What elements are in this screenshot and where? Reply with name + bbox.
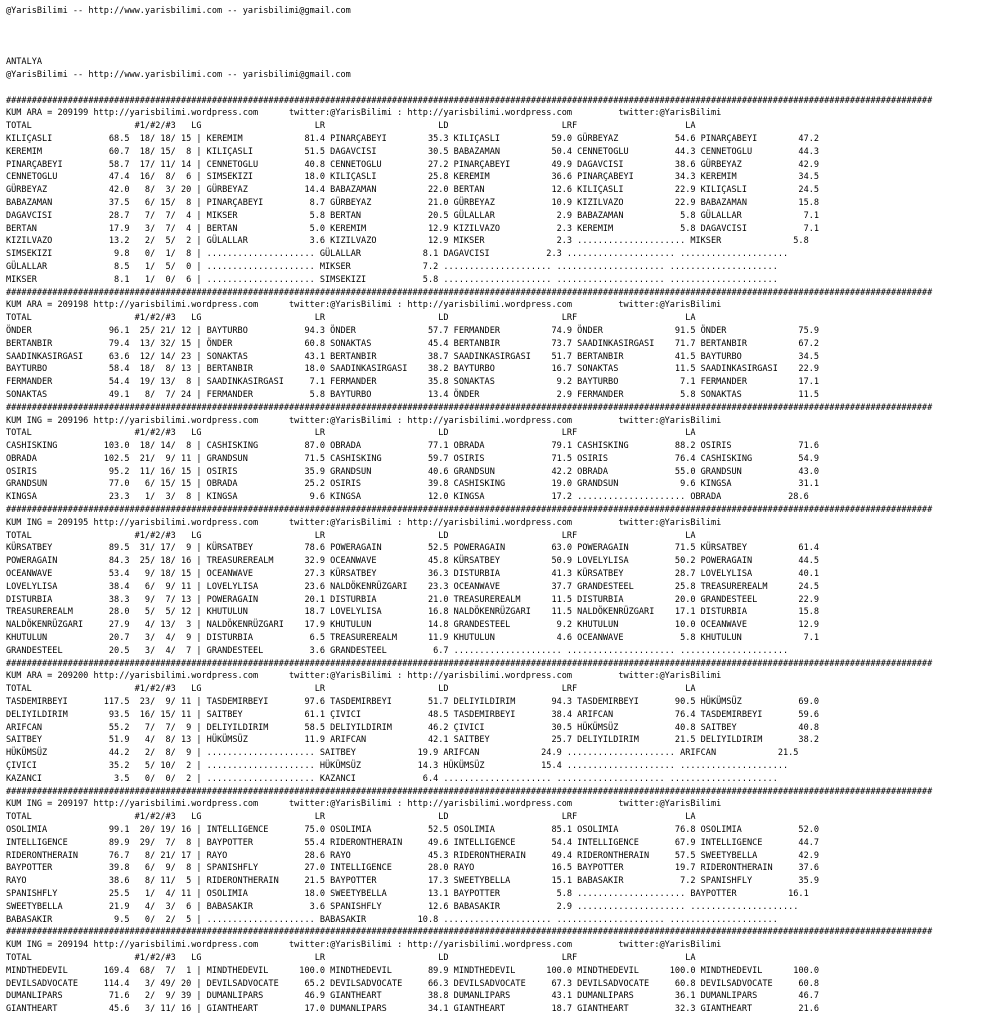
table-row: BAYPOTTER 39.8 6/ 9/ 8 | SPANISHFLY 27.0 INTELLIGENCE 28.0 RAYO 16.5 BAYPOTTER 19.7 RIDERONTHERAIN 37.6 xyxy=(6,863,820,874)
table-row: GÜRBEYAZ 42.0 8/ 3/ 20 | GÜRBEYAZ 14.4 BABAZAMAN 22.0 BERTAN 12.6 KILIÇASLI 22.9 KILIÇASLI 24.5 xyxy=(6,185,820,196)
table-row: SONAKTAS 49.1 8/ 7/ 24 | FERMANDER 5.8 BAYTURBO 13.4 ÖNDER 2.9 FERMANDER 5.8 SONAKTAS 11.5 xyxy=(6,389,820,400)
table-row: PINARÇABEYI 58.7 17/ 11/ 14 | CENNETOGLU 40.8 CENNETOGLU 27.2 PINARÇABEYI 49.9 DAGAVCISI 38.6 GÜRBEYAZ 42.9 xyxy=(6,159,820,170)
table-row: SPANISHFLY 25.5 1/ 4/ 11 | OSOLIMIA 18.0 SWEETYBELLA 13.1 BAYPOTTER 5.8 ..................... BAYPOTTER 16.1 xyxy=(6,888,809,899)
separator-line: #################################################################################################################################################################################### xyxy=(6,505,933,516)
column-header: TOTAL #1/#2/#3 LG LR LD LRF LA xyxy=(6,684,696,695)
table-row: BABAZAMAN 37.5 6/ 15/ 8 | PINARÇABEYI 8.7 GÜRBEYAZ 21.0 GÜRBEYAZ 10.9 KIZILVAZO 22.9 BABAZAMAN 15.8 xyxy=(6,197,820,208)
table-row: OBRADA 102.5 21/ 9/ 11 | GRANDSUN 71.5 CASHISKING 59.7 OSIRIS 71.5 OSIRIS 76.4 CASHISKING 54.9 xyxy=(6,453,820,464)
table-row: HÜKÜMSÜZ 44.2 2/ 8/ 9 | ..................... SAITBEY 19.9 ARIFCAN 24.9 ..................... ARIFCAN 21.5 xyxy=(6,748,799,759)
table-row: KEREMIM 60.7 18/ 15/ 8 | KILIÇASLI 51.5 DAGAVCISI 30.5 BABAZAMAN 50.4 CENNETOGLU 44.3 CENNETOGLU 44.3 xyxy=(6,146,820,157)
venue-title: ANTALYA xyxy=(6,57,43,68)
column-header: TOTAL #1/#2/#3 LG LR LD LRF LA xyxy=(6,313,696,324)
column-header: TOTAL #1/#2/#3 LG LR LD LRF LA xyxy=(6,952,696,963)
race-header: KUM ING = 209195 http://yarisbilimi.wordpress.com twitter:@YarisBilimi : http://yarisbilimi.wordpress.com twitter:@YarisBilimi xyxy=(6,517,722,528)
race-header: KUM ARA = 209200 http://yarisbilimi.wordpress.com twitter:@YarisBilimi : http://yarisbilimi.wordpress.com twitter:@YarisBilimi xyxy=(6,671,722,682)
table-row: INTELLIGENCE 89.9 29/ 7/ 8 | BAYPOTTER 55.4 RIDERONTHERAIN 49.6 INTELLIGENCE 54.4 INTELLIGENCE 67.9 INTELLIGENCE 44.7 xyxy=(6,837,820,848)
column-header: TOTAL #1/#2/#3 LG LR LD LRF LA xyxy=(6,428,696,439)
table-row: DEVILSADVOCATE 114.4 3/ 49/ 20 | DEVILSADVOCATE 65.2 DEVILSADVOCATE 66.3 DEVILSADVOCATE 67.3 DEVILSADVOCATE 60.8 DEVILSADVOCATE 60.8 xyxy=(6,978,820,989)
table-row: TREASUREREALM 28.0 5/ 5/ 12 | KHUTULUN 18.7 LOVELYLISA 16.8 NALDÖKENRÜZGARI 11.5 NALDÖKENRÜZGARI 17.1 DISTURBIA 15.8 xyxy=(6,607,820,618)
table-row: SAITBEY 51.9 4/ 8/ 13 | HÜKÜMSÜZ 11.9 ARIFCAN 42.1 SAITBEY 25.7 DELIYILDIRIM 21.5 DELIYILDIRIM 38.2 xyxy=(6,735,820,746)
table-row: OSIRIS 95.2 11/ 16/ 15 | OSIRIS 35.9 GRANDSUN 40.6 GRANDSUN 42.2 OBRADA 55.0 GRANDSUN 43.0 xyxy=(6,466,820,477)
blank-line xyxy=(6,18,983,31)
table-row: LOVELYLISA 38.4 6/ 9/ 11 | LOVELYLISA 23.6 NALDÖKENRÜZGARI 23.3 OCEANWAVE 37.7 GRANDESTEEL 25.8 TREASUREREALM 24.5 xyxy=(6,581,820,592)
table-row: DUMANLIPARS 71.6 2/ 9/ 39 | DUMANLIPARS 46.9 GIANTHEART 38.8 DUMANLIPARS 43.1 DUMANLIPARS 36.1 DUMANLIPARS 46.7 xyxy=(6,991,820,1002)
table-row: TASDEMIRBEYI 117.5 23/ 9/ 11 | TASDEMIRBEYI 97.6 TASDEMIRBEYI 51.7 DELIYILDIRIM 94.3 TASDEMIRBEYI 90.5 HÜKÜMSÜZ 69.0 xyxy=(6,697,820,708)
table-row: KILIÇASLI 68.5 18/ 18/ 15 | KEREMIM 81.4 PINARÇABEYI 35.3 KILIÇASLI 59.0 GÜRBEYAZ 54.6 PINARÇABEYI 47.2 xyxy=(6,133,820,144)
table-row: BERTANBIR 79.4 13/ 32/ 15 | ÖNDER 60.8 SONAKTAS 45.4 BERTANBIR 73.7 SAADINKASIRGASI 71.7 BERTANBIR 67.2 xyxy=(6,338,820,349)
separator-line: #################################################################################################################################################################################### xyxy=(6,95,933,106)
race-header: KUM ARA = 209199 http://yarisbilimi.wordpress.com twitter:@YarisBilimi : http://yarisbilimi.wordpress.com twitter:@YarisBilimi xyxy=(6,108,722,119)
separator-line: #################################################################################################################################################################################### xyxy=(6,658,933,669)
table-row: GÜLALLAR 8.5 1/ 5/ 0 | ..................... MIKSER 7.2 ..................... ..................... ..................... xyxy=(6,261,778,272)
table-row: GRANDSUN 77.0 6/ 15/ 15 | OBRADA 25.2 OSIRIS 39.8 CASHISKING 19.0 GRANDSUN 9.6 KINGSA 31.1 xyxy=(6,479,820,490)
race-header: KUM ING = 209194 http://yarisbilimi.wordpress.com twitter:@YarisBilimi : http://yarisbilimi.wordpress.com twitter:@YarisBilimi xyxy=(6,940,722,951)
race-header: KUM ARA = 209198 http://yarisbilimi.wordpress.com twitter:@YarisBilimi : http://yarisbilimi.wordpress.com twitter:@YarisBilimi xyxy=(6,300,722,311)
table-row: ÖNDER 96.1 25/ 21/ 12 | BAYTURBO 94.3 ÖNDER 57.7 FERMANDER 74.9 ÖNDER 91.5 ÖNDER 75.9 xyxy=(6,325,820,336)
separator-line: #################################################################################################################################################################################### xyxy=(6,287,933,298)
table-row: KÜRSATBEY 89.5 31/ 17/ 9 | KÜRSATBEY 78.6 POWERAGAIN 52.5 POWERAGAIN 63.0 POWERAGAIN 71.5 KÜRSATBEY 61.4 xyxy=(6,543,820,554)
table-row: MIKSER 8.1 1/ 0/ 6 | ..................... SIMSEKIZI 5.8 ..................... ..................... ..................... xyxy=(6,274,778,285)
site-banner: @YarisBilimi -- http://www.yarisbilimi.com -- yarisbilimi@gmail.com xyxy=(6,69,351,80)
table-row: CASHISKING 103.0 18/ 14/ 8 | CASHISKING 87.0 OBRADA 77.1 OBRADA 79.1 CASHISKING 88.2 OSIRIS 71.6 xyxy=(6,441,820,452)
column-header: TOTAL #1/#2/#3 LG LR LD LRF LA xyxy=(6,812,696,823)
table-row: KINGSA 23.3 1/ 3/ 8 | KINGSA 9.6 KINGSA 12.0 KINGSA 17.2 ..................... OBRADA 28.6 xyxy=(6,492,809,503)
table-row: CENNETOGLU 47.4 16/ 8/ 6 | SIMSEKIZI 18.0 KILIÇASLI 25.8 KEREMIM 36.6 PINARÇABEYI 34.3 KEREMIM 34.5 xyxy=(6,172,820,183)
race-header: KUM ING = 209196 http://yarisbilimi.wordpress.com twitter:@YarisBilimi : http://yarisbilimi.wordpress.com twitter:@YarisBilimi xyxy=(6,415,722,426)
blank-line xyxy=(6,31,983,44)
table-row: RIDERONTHERAIN 76.7 8/ 21/ 17 | RAYO 28.6 RAYO 45.3 RIDERONTHERAIN 49.4 RIDERONTHERAIN 57.5 SWEETYBELLA 42.9 xyxy=(6,850,820,861)
table-row: GRANDESTEEL 20.5 3/ 4/ 7 | GRANDESTEEL 3.6 GRANDESTEEL 6.7 ..................... ..................... ..................... xyxy=(6,645,789,656)
table-row: DAGAVCISI 28.7 7/ 7/ 4 | MIKSER 5.8 BERTAN 20.5 GÜLALLAR 2.9 BABAZAMAN 5.8 GÜLALLAR 7.1 xyxy=(6,210,820,221)
table-row: MINDTHEDEVIL 169.4 68/ 7/ 1 | MINDTHEDEVIL 100.0 MINDTHEDEVIL 89.9 MINDTHEDEVIL 100.0 MINDTHEDEVIL 100.0 MINDTHEDEVIL 100.0 xyxy=(6,965,820,976)
table-row: KIZILVAZO 13.2 2/ 5/ 2 | GÜLALLAR 3.6 KIZILVAZO 12.9 MIKSER 2.3 ..................... MIKSER 5.8 xyxy=(6,236,809,247)
table-row: DELIYILDIRIM 93.5 16/ 15/ 11 | SAITBEY 61.1 ÇIVICI 48.5 TASDEMIRBEYI 38.4 ARIFCAN 76.4 TASDEMIRBEYI 59.6 xyxy=(6,709,820,720)
race-header: KUM ING = 209197 http://yarisbilimi.wordpress.com twitter:@YarisBilimi : http://yarisbilimi.wordpress.com twitter:@YarisBilimi xyxy=(6,799,722,810)
table-row: SIMSEKIZI 9.8 0/ 1/ 8 | ..................... GÜLALLAR 8.1 DAGAVCISI 2.3 ..................... ..................... xyxy=(6,249,789,260)
table-row: KHUTULUN 20.7 3/ 4/ 9 | DISTURBIA 6.5 TREASUREREALM 11.9 KHUTULUN 4.6 OCEANWAVE 5.8 KHUTULUN 7.1 xyxy=(6,633,820,644)
table-row: SWEETYBELLA 21.9 4/ 3/ 6 | BABASAKIR 3.6 SPANISHFLY 12.6 BABASAKIR 2.9 ..................... ..................... xyxy=(6,901,799,912)
table-row: FERMANDER 54.4 19/ 13/ 8 | SAADINKASIRGASI 7.1 FERMANDER 35.8 SONAKTAS 9.2 BAYTURBO 7.1 FERMANDER 17.1 xyxy=(6,377,820,388)
table-row: SAADINKASIRGASI 63.6 12/ 14/ 23 | SONAKTAS 43.1 BERTANBIR 38.7 SAADINKASIRGASI 51.7 BERTANBIR 41.5 BAYTURBO 34.5 xyxy=(6,351,820,362)
table-row: OCEANWAVE 53.4 9/ 18/ 15 | OCEANWAVE 27.3 KÜRSATBEY 36.3 DISTURBIA 41.3 KÜRSATBEY 28.7 LOVELYLISA 40.1 xyxy=(6,569,820,580)
table-row: NALDÖKENRÜZGARI 27.9 4/ 13/ 3 | NALDÖKENRÜZGARI 17.9 KHUTULUN 14.8 GRANDESTEEL 9.2 KHUTULUN 10.0 OCEANWAVE 12.9 xyxy=(6,620,820,631)
column-header: TOTAL #1/#2/#3 LG LR LD LRF LA xyxy=(6,530,696,541)
table-row: BAYTURBO 58.4 18/ 8/ 13 | BERTANBIR 18.0 SAADINKASIRGASI 38.2 BAYTURBO 16.7 SONAKTAS 11.5 SAADINKASIRGASI 22.9 xyxy=(6,364,820,375)
table-row: DISTURBIA 38.3 9/ 7/ 13 | POWERAGAIN 20.1 DISTURBIA 21.0 TREASUREREALM 11.5 DISTURBIA 20.0 GRANDESTEEL 22.9 xyxy=(6,594,820,605)
table-row: BERTAN 17.9 3/ 7/ 4 | BERTAN 5.0 KEREMIM 12.9 KIZILVAZO 2.3 KEREMIM 5.8 DAGAVCISI 7.1 xyxy=(6,223,820,234)
table-row: OSOLIMIA 99.1 20/ 19/ 16 | INTELLIGENCE 75.0 OSOLIMIA 52.5 OSOLIMIA 85.1 OSOLIMIA 76.8 OSOLIMIA 52.0 xyxy=(6,825,820,835)
table-row: ARIFCAN 55.2 7/ 7/ 9 | DELIYILDIRIM 58.5 DELIYILDIRIM 46.2 ÇIVICI 30.5 HÜKÜMSÜZ 40.8 SAITBEY 40.8 xyxy=(6,722,820,733)
table-row: POWERAGAIN 84.3 25/ 18/ 16 | TREASUREREALM 32.9 OCEANWAVE 45.8 KÜRSATBEY 50.9 LOVELYLISA 50.2 POWERAGAIN 44.5 xyxy=(6,556,820,567)
column-header: TOTAL #1/#2/#3 LG LR LD LRF LA xyxy=(6,121,696,132)
blank-line xyxy=(6,82,983,95)
separator-line: #################################################################################################################################################################################### xyxy=(6,402,933,413)
separator-line: #################################################################################################################################################################################### xyxy=(6,786,933,797)
table-row: BABASAKIR 9.5 0/ 2/ 5 | ..................... BABASAKIR 10.8 ..................... ..................... ..................... xyxy=(6,914,778,925)
separator-line: #################################################################################################################################################################################### xyxy=(6,927,933,938)
table-row: ÇIVICI 35.2 5/ 10/ 2 | ..................... HÜKÜMSÜZ 14.3 HÜKÜMSÜZ 15.4 ..................... ..................... xyxy=(6,761,789,772)
table-row: RAYO 38.6 8/ 11/ 5 | RIDERONTHERAIN 21.5 BAYPOTTER 17.3 SWEETYBELLA 15.1 BABASAKIR 7.2 SPANISHFLY 35.9 xyxy=(6,876,820,887)
table-row: KAZANCI 3.5 0/ 0/ 2 | ..................... KAZANCI 6.4 ..................... ..................... ..................... xyxy=(6,773,778,784)
table-row: GIANTHEART 45.6 3/ 11/ 16 | GIANTHEART 17.0 DUMANLIPARS 34.1 GIANTHEART 18.7 GIANTHEART 32.3 GIANTHEART 21.6 xyxy=(6,1004,820,1015)
site-banner: @YarisBilimi -- http://www.yarisbilimi.com -- yarisbilimi@gmail.com xyxy=(6,6,351,16)
blank-line xyxy=(6,43,983,56)
